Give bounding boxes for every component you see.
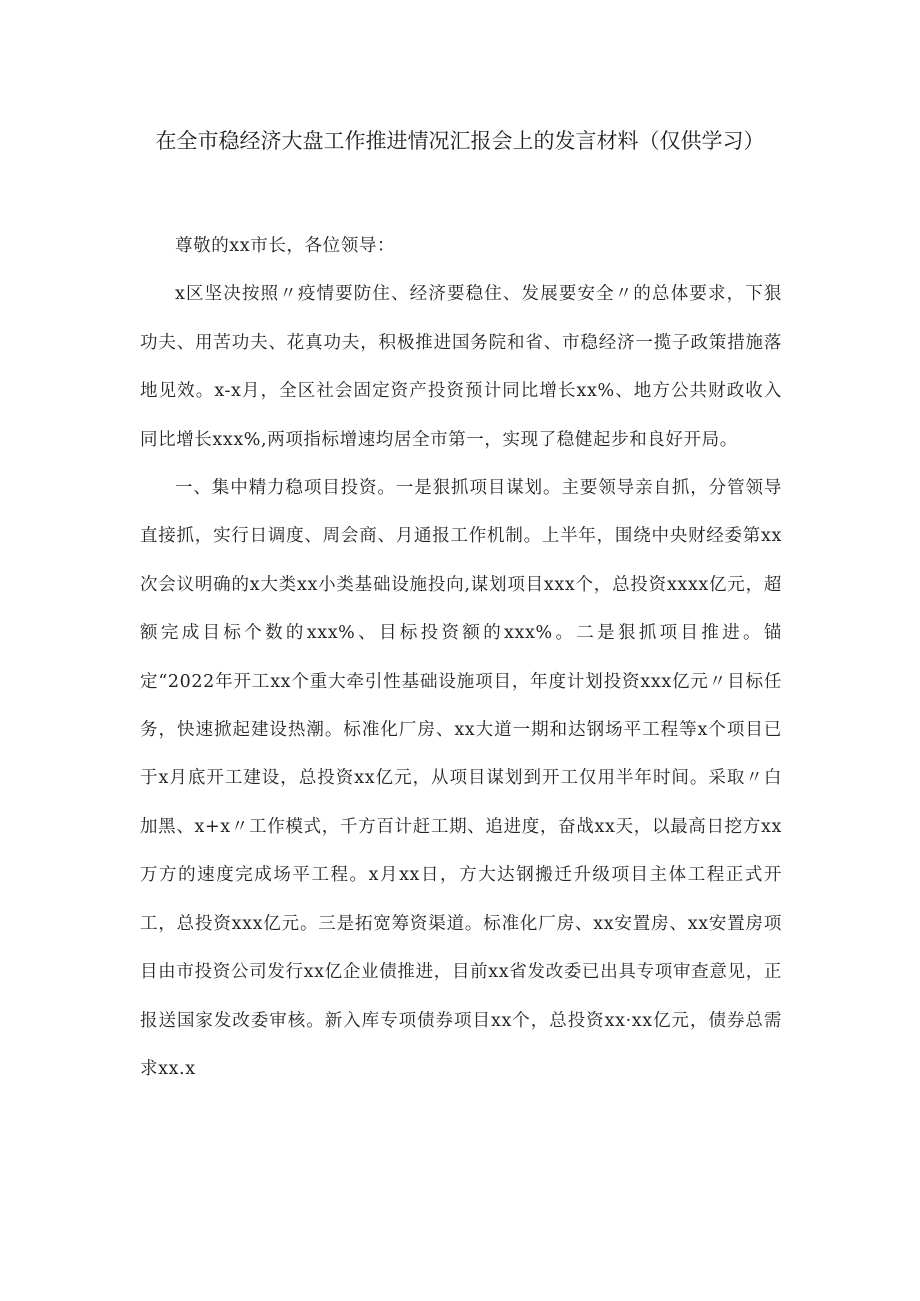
document-body [140, 222, 782, 1093]
paragraph-section-1: 一、集中精力稳项目投资。一是狠抓项目谋划。主要领导亲自抓，分管领导直接抓，实行日调度、周会商、月通报工作机制。上半年，围绕中央财经委第xx次会议明确的x大类xx小类基础设施投向,谋划项目xxx个，总投资xxxx亿元，超额完成目标个数的xxx%、目标投资额的xxx%。二是狠抓项目推进。锚定“2022年开工xx个重大牵引性基础设施项目，年度计划投资xxx亿元〃目标任务，快速掀起建设热潮。标准化厂房、xx大道一期和达钢场平工程等x个项目已于x月底开工建设，总投资xx亿元，从项目谋划到开工仅用半年时间。采取〃白加黑、x+x〃工作模式，千方百计赶工期、追进度，奋战xx天，以最高日挖方xx万方的速度完成场平工程。x月xx日，方大达钢搬迁升级项目主体工程正式开工，总投资xxx亿元。三是拓宽筹资渠道。标准化厂房、xx安置房、xx安置房项目由市投资公司发行xx亿企业债推进，目前xx省发改委已出具专项审查意见，正报送国家发改委审核。新入库专项债券项目xx个，总投资xx·xx亿元，债券总需求xx.x [140, 478, 782, 1079]
document-title: 在全市稳经济大盘工作推进情况汇报会上的发言材料（仅供学习） [155, 129, 765, 153]
salutation: 尊敬的xx市长，各位领导： [175, 236, 396, 256]
paragraph-intro: x区坚决按照〃疫情要防住、经济要稳住、发展要安全〃的总体要求，下狠功夫、用苦功夫、花真功夫，积极推进国务院和省、市稳经济一揽子政策措施落地见效。x-x月，全区社会固定资产投资预计同比增长xx%、地方公共财政收入同比增长xxx%,两项指标增速均居全市第一，实现了稳健起步和良好开局。 [140, 284, 782, 450]
